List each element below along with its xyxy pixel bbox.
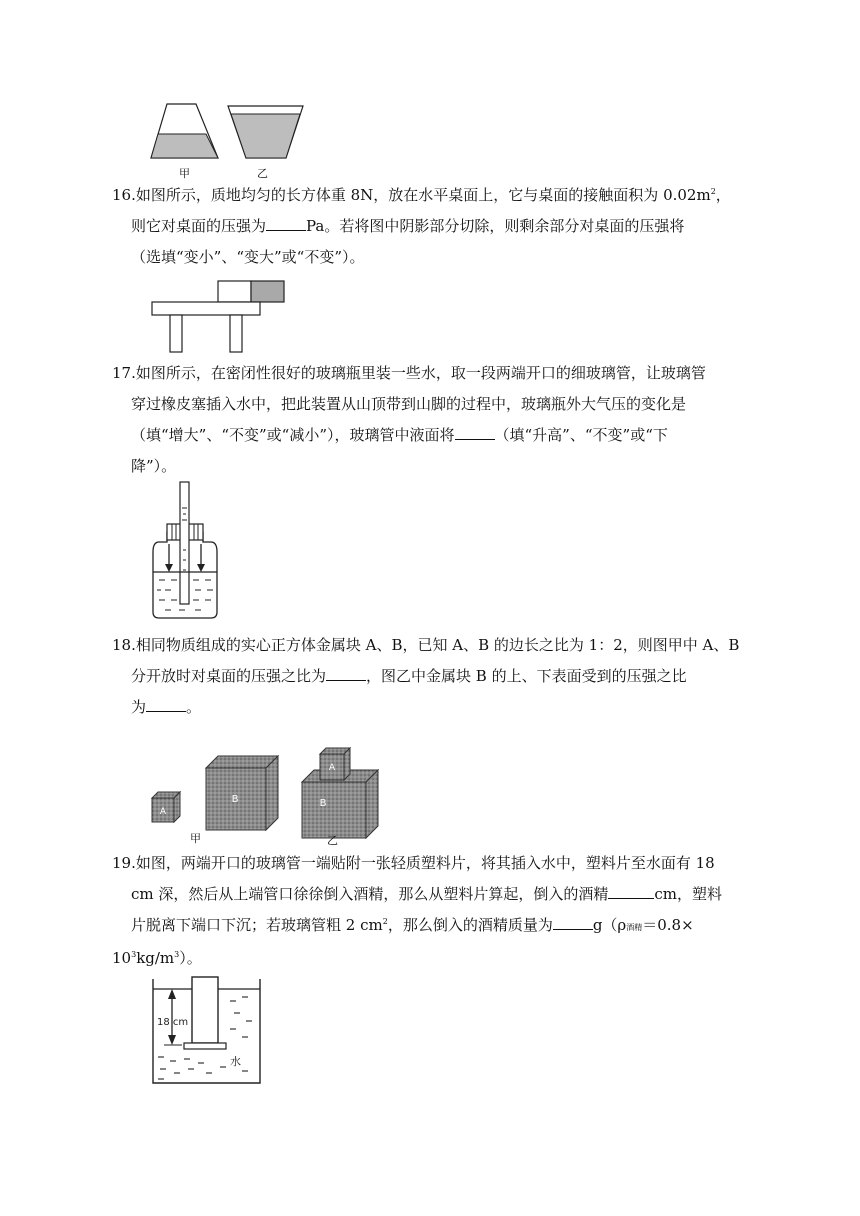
block-on-table-figure (150, 280, 286, 355)
question-19-line-1: 19.如图，两端开口的玻璃管一端贴附一张轻质塑料片，将其插入水中，塑料片至水面有 18 (112, 854, 715, 872)
question-19-line-4: $10^3kg/m^3$）。 (112, 949, 202, 967)
question-16-line-1: 16.如图所示，质地均匀的长方体重 8N，放在水平桌面上，它与桌面的接触面积为 $0.02m^2$， (112, 186, 731, 204)
answer-blank[interactable] (608, 884, 654, 899)
answer-blank[interactable] (266, 216, 306, 231)
block-table-illustration (150, 280, 286, 355)
cube-b-label-bottom: B (319, 798, 327, 809)
question-16-line-3: （选填“变小”、“变大”或“不变”）。 (131, 248, 365, 266)
question-17-line-4: 降”）。 (131, 457, 177, 475)
question-17-line-2: 穿过橡皮塞插入水中，把此装置从山顶带到山脚的过程中，玻璃瓶外大气压的变化是 (131, 395, 687, 413)
cube-a-label-top: A (328, 763, 336, 773)
cubes-label-jia: 甲 (190, 832, 201, 845)
water-label: 水 (230, 1055, 241, 1068)
answer-blank[interactable] (553, 915, 593, 930)
question-17 (112, 358, 736, 482)
question-18-line-2: 分开放时对桌面的压强之比为 ，图乙中金属块 B 的上、下表面受到的压强之比 (131, 667, 687, 685)
question-18-line-1: 18.相同物质组成的实心正方体金属块 A、B，已知 A、B 的边长之比为 1：2，则图甲中 A、B (112, 636, 740, 654)
answer-blank[interactable] (326, 666, 366, 681)
container-label-yi: 乙 (257, 167, 268, 180)
question-16-line-2: 则它对桌面的压强为 Pa。若将图中阴影部分切除，则剩余部分对桌面的压强将 (131, 217, 685, 235)
question-number: 17. (112, 364, 136, 382)
question-17-line-3: （填“增大”、“不变”或“减小”），玻璃管中液面将 （填“升高”、“不变”或“下 (131, 426, 668, 444)
question-16 (112, 180, 736, 273)
depth-label: 18 cm (157, 1017, 189, 1028)
bottle-illustration (145, 480, 225, 622)
cubes-illustration (148, 742, 384, 844)
cube-b-label: B (231, 794, 239, 805)
question-18-line-3: 为 。 (131, 698, 202, 716)
question-number: 19. (112, 854, 136, 872)
cubes-figure (148, 742, 384, 844)
answer-blank[interactable] (146, 697, 186, 712)
question-number: 18. (112, 636, 136, 654)
question-19-line-3: 片脱离下端口下沉；若玻璃管粗 2 $cm^2$，那么倒入的酒精质量为 g（ρ酒精＝0.8× (131, 916, 694, 934)
answer-blank[interactable] (455, 425, 495, 440)
question-19-line-2: cm 深，然后从上端管口徐徐倒入酒精，那么从塑料片算起，倒入的酒精 cm，塑料 (131, 885, 723, 903)
question-17-line-1: 17.如图所示，在密闭性很好的玻璃瓶里装一些水，取一段两端开口的细玻璃管，让玻璃管 (112, 364, 706, 382)
cubes-label-yi: 乙 (327, 834, 338, 847)
question-19 (112, 848, 736, 974)
bottle-figure (145, 480, 225, 622)
question-number: 16. (112, 186, 136, 204)
tube-water-illustration (150, 975, 264, 1087)
cube-a-label: A (159, 807, 167, 817)
container-label-jia: 甲 (179, 167, 190, 180)
question-18 (112, 630, 740, 723)
containers-illustration (148, 100, 308, 162)
tube-in-water-figure (150, 975, 264, 1087)
containers-figure (148, 100, 308, 162)
